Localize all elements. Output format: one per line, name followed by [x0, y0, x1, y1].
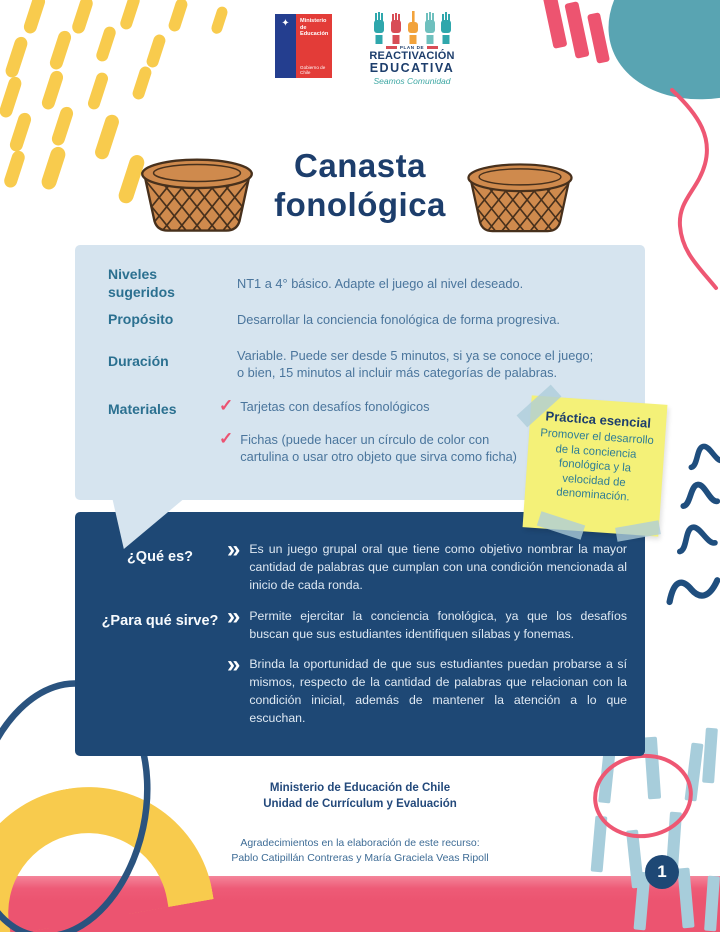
chevron-icon: »: [227, 536, 241, 563]
reactivacion-title2: EDUCATIVA: [369, 61, 455, 75]
plan-left-bar: [386, 46, 397, 49]
info-value-proposito: Desarrollar la conciencia fonológica de forma progresiva.: [237, 312, 560, 327]
qa-bullet-text: Permite ejercitar la conciencia fonológica, ya que los desafíos buscan que sus estudiantes identifiquen sílabas y fonemas.: [249, 609, 627, 641]
page-title-line2: fonológica: [274, 186, 446, 223]
plan-right-bar: [427, 46, 438, 49]
qa-bullet: [227, 603, 627, 643]
footer-org-line2: Unidad de Currículum y Evaluación: [263, 798, 457, 810]
emblem-star-icon: ✦: [281, 18, 290, 29]
check-icon: ✓: [219, 396, 234, 415]
footer-org-line1: Ministerio de Educación de Chile: [269, 782, 451, 794]
footer: [0, 780, 720, 866]
qa-bullet: [227, 536, 627, 594]
check-icon: ✓: [219, 429, 234, 448]
wave-icon: [683, 436, 720, 474]
material-item: [219, 431, 519, 465]
plan-label: PLAN DE: [399, 45, 425, 50]
pink-bar-decoration: [587, 12, 610, 64]
material-item: [219, 398, 549, 415]
chevron-icon: »: [227, 603, 241, 630]
reactivacion-title1: REACTIVACIÓN: [369, 50, 455, 62]
page-title: [0, 146, 720, 224]
info-value-niveles: NT1 a 4° básico. Adapte el juego al nivel deseado.: [237, 276, 524, 291]
sticky-note-title: Práctica esencial: [545, 408, 652, 431]
footer-credit-line2: Pablo Catipillán Contreras y María Graciela Veas Ripoll: [231, 852, 489, 864]
basket-illustration-left: [133, 155, 261, 240]
mineduc-name-line1: Ministerio de: [300, 18, 327, 31]
wave-icon: [662, 563, 720, 611]
basket-illustration-right: [460, 160, 580, 240]
info-label-proposito: Propósito: [108, 311, 174, 327]
mineduc-gov-line: Gobierno de Chile: [300, 65, 326, 75]
qa-bullet: [227, 651, 627, 727]
info-label-materiales: Materiales: [108, 401, 177, 417]
qa-label-para-que-sirve: ¿Para qué sirve?: [101, 613, 219, 629]
chevron-icon: »: [227, 651, 241, 678]
pink-bar-decoration: [564, 1, 589, 59]
mineduc-logo-emblem: [275, 14, 296, 78]
info-label-niveles: Niveles sugeridos: [108, 266, 175, 300]
mineduc-logo: [275, 14, 332, 78]
material-item-text: Tarjetas con desafíos fonológicos: [240, 399, 430, 414]
mineduc-name-line2: Educación: [300, 31, 329, 37]
blue-bar-decoration: [702, 728, 718, 784]
reactivacion-tagline: Seamos Comunidad: [373, 76, 451, 86]
qa-bullet-text: Brinda la oportunidad de que sus estudiantes puedan probarse a sí mismos, respecto de la cantidad de palabras que relacionan con la condición inicial, además de mantener la atención a lo que escuchan.: [249, 657, 627, 725]
page-title-line1: Canasta: [294, 147, 426, 184]
wave-icon: [676, 475, 720, 513]
wave-icon: [669, 515, 720, 560]
qa-bullet-text: Es un juego grupal oral que tiene como objetivo nombrar la mayor cantidad de palabras que cumplan con una condición mencionada al inicio de cada ronda.: [249, 542, 627, 592]
page-number-badge: 1: [645, 855, 679, 889]
info-label-duracion: Duración: [108, 353, 169, 369]
qa-box: [75, 512, 645, 756]
info-value-duracion: Variable. Puede ser desde 5 minutos, si ya se conoce el juego; o bien, 15 minutos al incluir más categorías de palabras.: [237, 348, 594, 380]
raised-hands-icon: [371, 10, 453, 44]
qa-label-que-es: ¿Qué es?: [126, 549, 194, 565]
sticky-note-body: Promover el desarrollo de la conciencia fonológica y la velocidad de denominación.: [539, 427, 655, 504]
pink-bar-decoration: [543, 0, 568, 49]
reactivacion-logo: [366, 10, 458, 86]
footer-credit-line1: Agradecimientos en la elaboración de este recurso:: [240, 837, 480, 849]
material-item-text: Fichas (puede hacer un círculo de color con cartulina o usar otro objeto que sirva como ficha): [240, 432, 517, 464]
